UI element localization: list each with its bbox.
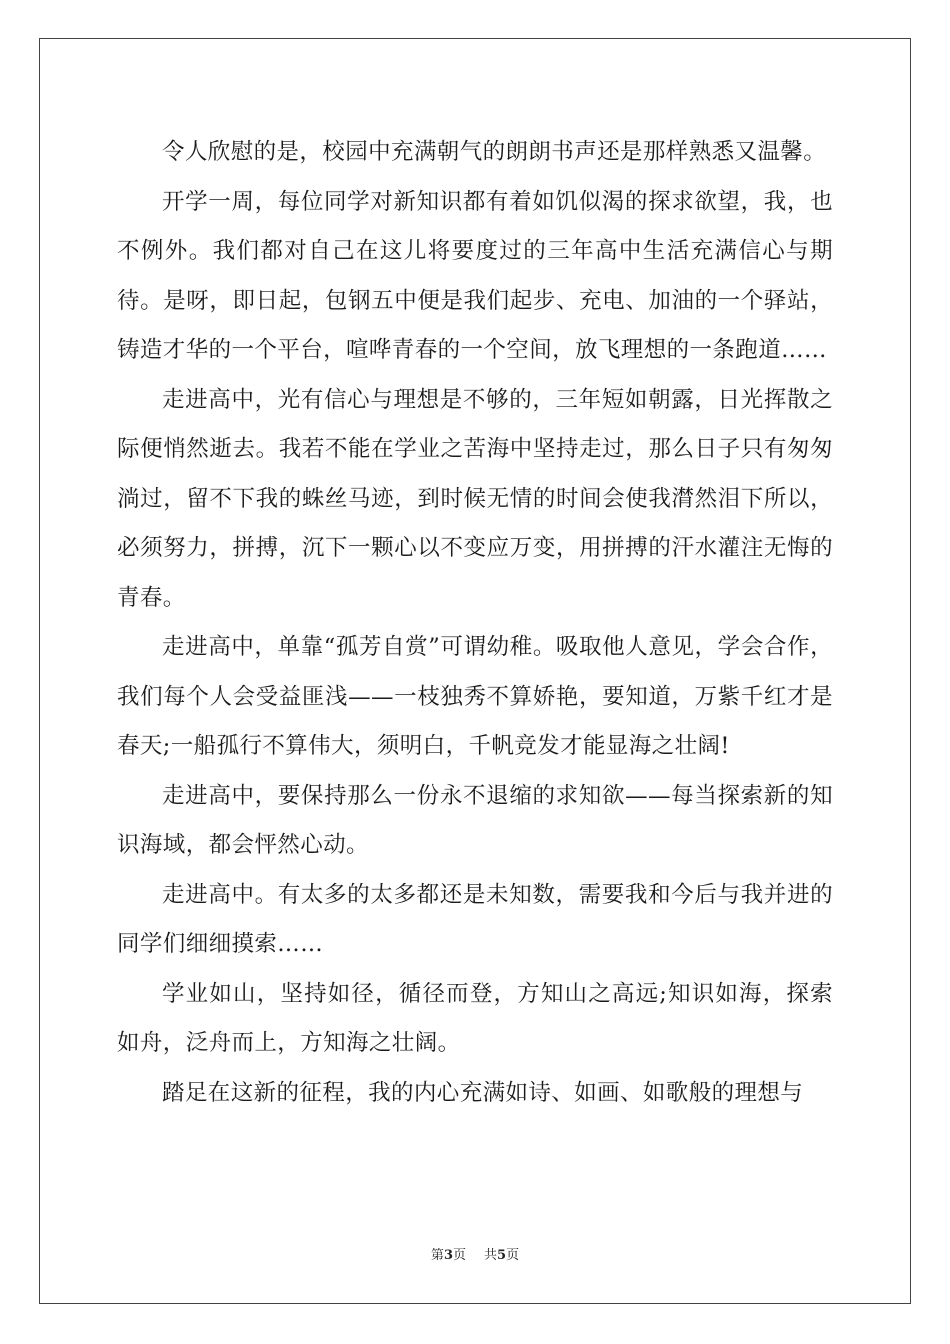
paragraph-2: 开学一周，每位同学对新知识都有着如饥似渴的探求欲望，我，也不例外。我们都对自己在这儿将要度过的三年高中生活充满信心与期待。是呀，即日起，包钢五中便是我们起步、充电、加油的一个驿站，铸造才华的一个平台，喧哗青春的一个空间，放飞理想的一条跑道…… xyxy=(117,188,833,363)
page-suffix: 页 xyxy=(452,1248,466,1263)
document-body xyxy=(117,128,833,1118)
paragraph-7: 学业如山，坚持如径，循径而登，方知山之高远;知识如海，探索如舟，泛舟而上，方知海之壮阔。 xyxy=(117,980,833,1056)
page-total: 5 xyxy=(497,1248,507,1263)
paragraph-3: 走进高中，光有信心与理想是不够的，三年短如朝露，日光挥散之际便悄然逝去。我若不能在学业之苦海中坚持走过，那么日子只有匆匆淌过，留不下我的蛛丝马迹，到时候无情的时间会使我潸然泪下所以，必须努力，拼搏，沉下一颗心以不变应万变，用拼搏的汗水灌注无悔的青春。 xyxy=(117,386,833,611)
page-prefix: 第 xyxy=(430,1248,444,1263)
page-current: 3 xyxy=(443,1248,453,1263)
paragraph-1: 令人欣慰的是，校园中充满朝气的朗朗书声还是那样熟悉又温馨。 xyxy=(162,139,827,165)
total-suffix: 页 xyxy=(506,1248,520,1263)
paragraph-4: 走进高中，单靠“孤芳自赏”可谓幼稚。吸取他人意见，学会合作，我们每个人会受益匪浅——一枝独秀不算娇艳，要知道，万紫千红才是春天;一船孤行不算伟大，须明白，千帆竞发才能显海之壮阔! xyxy=(117,634,833,759)
page-footer xyxy=(0,1246,950,1266)
total-prefix: 共 xyxy=(484,1248,498,1263)
paragraph-6: 走进高中。有太多的太多都还是未知数，需要我和今后与我并进的同学们细细摸索…… xyxy=(117,881,833,957)
paragraph-8: 踏足在这新的征程，我的内心充满如诗、如画、如歌般的理想与 xyxy=(162,1079,804,1106)
paragraph-5: 走进高中，要保持那么一份永不退缩的求知欲——每当探索新的知识海域，都会怦然心动。 xyxy=(117,782,833,858)
